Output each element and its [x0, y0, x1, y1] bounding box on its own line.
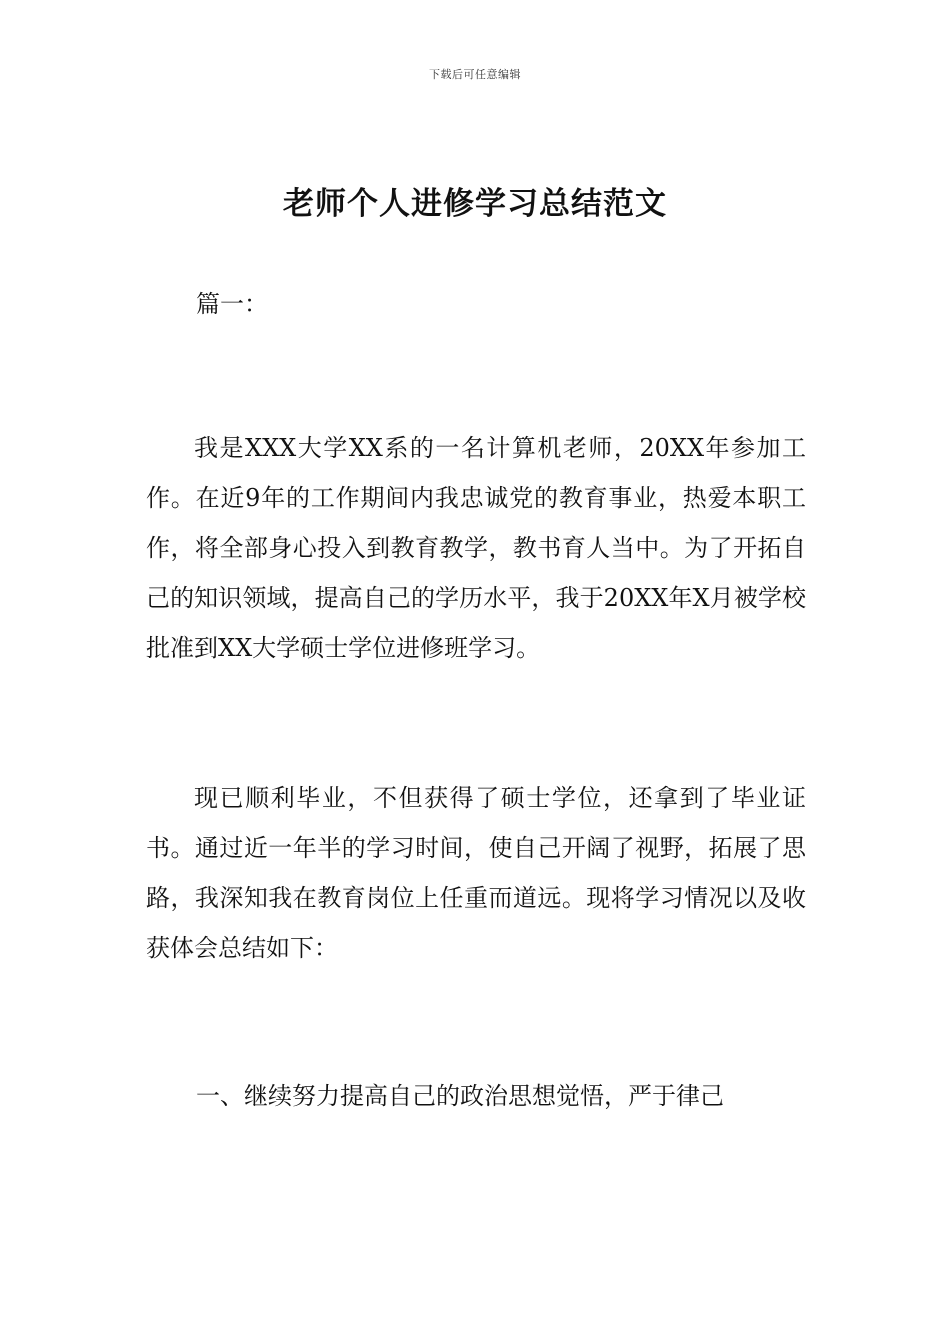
document-title: 老师个人进修学习总结范文 — [283, 186, 667, 222]
body-paragraph-1: 我是XXX大学XX系的一名计算机老师，20XX年参加工作。在近9年的工作期间内我忠诚党的教育事业，热爱本职工作，将全部身心投入到教育教学，教书育人当中。为了开拓自己的知识领域，提高自己的学历水平，我于20XX年X月被学校批准到XX大学硕士学位进修班学习。 — [146, 434, 806, 662]
header-note: 下载后可任意编辑 — [429, 68, 521, 81]
section-label: 篇一： — [196, 290, 268, 318]
section-heading-1: 一、继续努力提高自己的政治思想觉悟，严于律己 — [196, 1082, 724, 1110]
body-paragraph-2: 现已顺利毕业，不但获得了硕士学位，还拿到了毕业证书。通过近一年半的学习时间，使自己开阔了视野，拓展了思路，我深知我在教育岗位上任重而道远。现将学习情况以及收获体会总结如下： — [146, 784, 806, 962]
